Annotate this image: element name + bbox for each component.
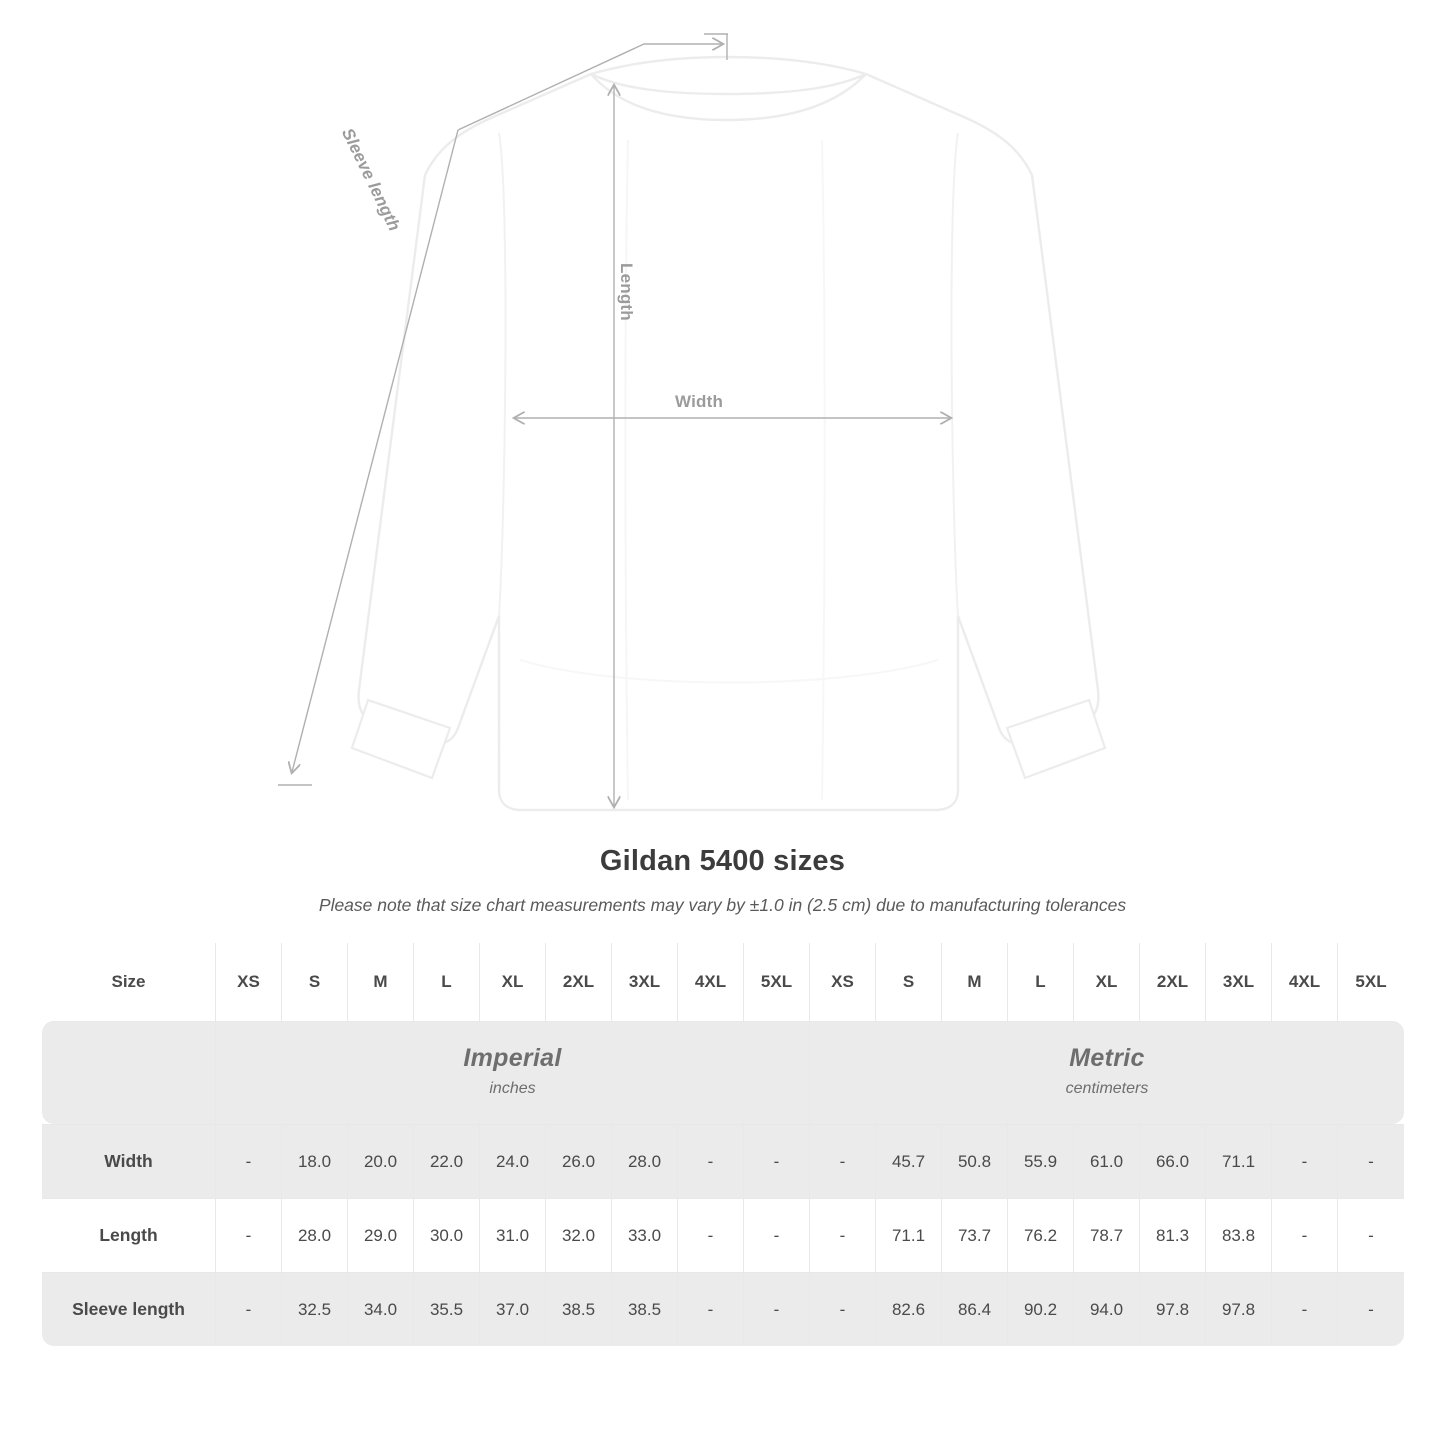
- row-label-length: Length: [42, 1198, 216, 1272]
- cell-sleeve-imp-l: 35.5: [414, 1272, 480, 1346]
- cell-length-imp-s: 28.0: [282, 1198, 348, 1272]
- column-header-imp-2xl: 2XL: [546, 943, 612, 1021]
- column-header-size: Size: [42, 943, 216, 1021]
- cell-sleeve-met-4xl: -: [1272, 1272, 1338, 1346]
- cell-width-met-l: 55.9: [1008, 1124, 1074, 1198]
- cell-width-imp-3xl: 28.0: [612, 1124, 678, 1198]
- column-header-met-5xl: 5XL: [1338, 943, 1404, 1021]
- unit-imperial-sub: inches: [489, 1080, 536, 1097]
- cell-sleeve-imp-5xl: -: [744, 1272, 810, 1346]
- cell-length-imp-m: 29.0: [348, 1198, 414, 1272]
- cell-length-met-3xl: 83.8: [1206, 1198, 1272, 1272]
- unit-metric-name: Metric: [1069, 1044, 1145, 1072]
- column-header-met-s: S: [876, 943, 942, 1021]
- sleeve-length-label: Sleeve length: [337, 125, 405, 235]
- column-header-met-3xl: 3XL: [1206, 943, 1272, 1021]
- cell-sleeve-imp-s: 32.5: [282, 1272, 348, 1346]
- cell-sleeve-met-3xl: 97.8: [1206, 1272, 1272, 1346]
- column-header-imp-s: S: [282, 943, 348, 1021]
- size-chart-table: [42, 943, 1404, 1346]
- cell-width-met-xl: 61.0: [1074, 1124, 1140, 1198]
- row-label-sleeve-length: Sleeve length: [42, 1272, 216, 1346]
- column-header-imp-l: L: [414, 943, 480, 1021]
- cell-width-imp-s: 18.0: [282, 1124, 348, 1198]
- title-block: [0, 845, 1445, 916]
- cell-sleeve-imp-3xl: 38.5: [612, 1272, 678, 1346]
- column-header-imp-m: M: [348, 943, 414, 1021]
- column-header-met-l: L: [1008, 943, 1074, 1021]
- cell-length-imp-2xl: 32.0: [546, 1198, 612, 1272]
- cell-sleeve-met-xs: -: [810, 1272, 876, 1346]
- unit-metric-sub: centimeters: [1065, 1080, 1149, 1097]
- cell-length-met-5xl: -: [1338, 1198, 1404, 1272]
- cell-sleeve-met-2xl: 97.8: [1140, 1272, 1206, 1346]
- cell-width-met-4xl: -: [1272, 1124, 1338, 1198]
- cell-width-imp-2xl: 26.0: [546, 1124, 612, 1198]
- column-header-met-m: M: [942, 943, 1008, 1021]
- column-header-imp-xl: XL: [480, 943, 546, 1021]
- cell-length-met-xs: -: [810, 1198, 876, 1272]
- column-header-imp-4xl: 4XL: [678, 943, 744, 1021]
- cell-length-met-xl: 78.7: [1074, 1198, 1140, 1272]
- unit-metric: [810, 1021, 1404, 1124]
- cell-length-met-2xl: 81.3: [1140, 1198, 1206, 1272]
- cell-sleeve-imp-4xl: -: [678, 1272, 744, 1346]
- cell-width-imp-l: 22.0: [414, 1124, 480, 1198]
- column-header-met-xl: XL: [1074, 943, 1140, 1021]
- cell-width-met-3xl: 71.1: [1206, 1124, 1272, 1198]
- cell-sleeve-imp-m: 34.0: [348, 1272, 414, 1346]
- cell-width-imp-m: 20.0: [348, 1124, 414, 1198]
- size-chart-table-wrap: [42, 943, 1404, 1346]
- cell-sleeve-met-xl: 94.0: [1074, 1272, 1140, 1346]
- cell-length-met-m: 73.7: [942, 1198, 1008, 1272]
- cell-length-imp-xl: 31.0: [480, 1198, 546, 1272]
- column-header-met-2xl: 2XL: [1140, 943, 1206, 1021]
- row-label-width: Width: [42, 1124, 216, 1198]
- cell-width-met-m: 50.8: [942, 1124, 1008, 1198]
- table-header-row: [42, 943, 1404, 1021]
- unit-system-row: [42, 1021, 1404, 1124]
- column-header-imp-xs: XS: [216, 943, 282, 1021]
- column-header-imp-5xl: 5XL: [744, 943, 810, 1021]
- column-header-met-4xl: 4XL: [1272, 943, 1338, 1021]
- cell-width-imp-4xl: -: [678, 1124, 744, 1198]
- width-label: Width: [675, 392, 724, 411]
- table-row: [42, 1124, 1404, 1198]
- cell-width-met-5xl: -: [1338, 1124, 1404, 1198]
- table-row: [42, 1198, 1404, 1272]
- table-row: [42, 1272, 1404, 1346]
- shirt-shape: [352, 57, 1105, 810]
- cell-length-imp-l: 30.0: [414, 1198, 480, 1272]
- cell-width-imp-xs: -: [216, 1124, 282, 1198]
- column-header-met-xs: XS: [810, 943, 876, 1021]
- cell-width-met-xs: -: [810, 1124, 876, 1198]
- length-label: Length: [617, 263, 636, 321]
- cell-length-imp-xs: -: [216, 1198, 282, 1272]
- cell-sleeve-imp-2xl: 38.5: [546, 1272, 612, 1346]
- cell-sleeve-imp-xs: -: [216, 1272, 282, 1346]
- cell-width-met-s: 45.7: [876, 1124, 942, 1198]
- cell-length-imp-4xl: -: [678, 1198, 744, 1272]
- cell-width-imp-5xl: -: [744, 1124, 810, 1198]
- unit-spacer: [42, 1021, 216, 1124]
- cell-length-met-4xl: -: [1272, 1198, 1338, 1272]
- unit-imperial: [216, 1021, 810, 1124]
- cell-length-met-s: 71.1: [876, 1198, 942, 1272]
- cell-length-imp-5xl: -: [744, 1198, 810, 1272]
- cell-length-imp-3xl: 33.0: [612, 1198, 678, 1272]
- column-header-imp-3xl: 3XL: [612, 943, 678, 1021]
- cell-sleeve-met-m: 86.4: [942, 1272, 1008, 1346]
- tolerance-note: Please note that size chart measurements may vary by ±1.0 in (2.5 cm) due to manufacturing tolerances: [318, 895, 1127, 915]
- cell-width-met-2xl: 66.0: [1140, 1124, 1206, 1198]
- cell-sleeve-met-l: 90.2: [1008, 1272, 1074, 1346]
- cell-sleeve-met-5xl: -: [1338, 1272, 1404, 1346]
- cell-sleeve-met-s: 82.6: [876, 1272, 942, 1346]
- cell-length-met-l: 76.2: [1008, 1198, 1074, 1272]
- page-title: Gildan 5400 sizes: [599, 845, 846, 877]
- cell-width-imp-xl: 24.0: [480, 1124, 546, 1198]
- cell-sleeve-imp-xl: 37.0: [480, 1272, 546, 1346]
- unit-imperial-name: Imperial: [463, 1044, 562, 1072]
